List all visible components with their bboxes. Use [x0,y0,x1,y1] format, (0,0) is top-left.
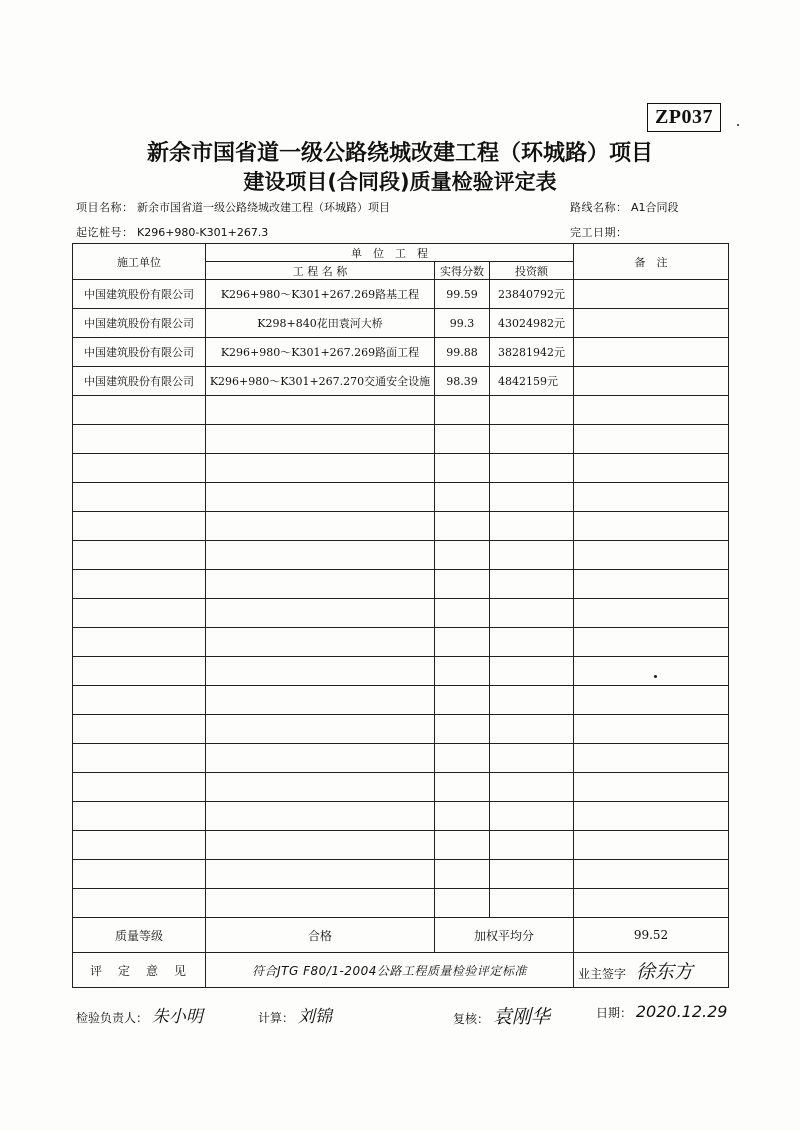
empty-row [73,396,729,425]
quality-grade-label: 质量等级 [73,918,206,953]
empty-cell [574,831,729,860]
owner-signature: 徐东方 [635,960,693,983]
project-name-cell: K298+840花田袁河大桥 [206,309,435,338]
date-label: 日期： [596,1006,633,1020]
empty-cell [574,744,729,773]
empty-cell [490,425,574,454]
route-name-value: A1合同段 [631,201,679,214]
empty-cell [206,512,435,541]
weighted-avg-label: 加权平均分 [435,918,574,953]
project-name-cell: K296+980～K301+267.269路面工程 [206,338,435,367]
investment-cell: 4842159元 [490,367,574,396]
empty-row [73,425,729,454]
station-label: 起讫桩号： [76,226,134,239]
station-value: K296+980-K301+267.3 [137,226,269,239]
empty-cell [435,831,490,860]
empty-cell [574,657,729,686]
project-name-cell: K296+980～K301+267.270交通安全设施 [206,367,435,396]
empty-cell [206,570,435,599]
empty-cell [574,570,729,599]
empty-cell [435,425,490,454]
station-row [76,224,268,240]
empty-row [73,454,729,483]
empty-cell [73,802,206,831]
contractor-cell: 中国建筑股份有限公司 [73,338,206,367]
empty-row [73,628,729,657]
weighted-avg-value: 99.52 [574,918,729,953]
quality-grade-value: 合格 [206,918,435,953]
empty-cell [435,802,490,831]
empty-cell [73,425,206,454]
empty-row [73,541,729,570]
date-value: 2020.12.29 [635,1002,728,1021]
empty-cell [206,483,435,512]
empty-cell [490,599,574,628]
empty-cell [435,599,490,628]
empty-cell [206,860,435,889]
completion-date-label: 完工日期： [570,226,628,239]
score-cell: 99.88 [435,338,490,367]
header-score: 实得分数 [435,262,490,280]
table-row [73,280,729,309]
empty-cell [490,773,574,802]
empty-cell [490,541,574,570]
empty-cell [574,715,729,744]
empty-cell [435,715,490,744]
empty-cell [206,802,435,831]
empty-cell [574,425,729,454]
date-row [596,1002,727,1021]
project-name-value: 新余市国省道一级公路绕城改建工程（环城路）项目 [137,201,390,214]
owner-sign-cell [574,953,729,988]
empty-row [73,860,729,889]
empty-cell [73,773,206,802]
empty-cell [574,628,729,657]
empty-cell [73,831,206,860]
header-remark: 备 注 [574,244,729,280]
empty-cell [490,454,574,483]
empty-row [73,570,729,599]
review-label: 复核： [453,1012,490,1026]
empty-row [73,802,729,831]
empty-cell [206,599,435,628]
calc-row [258,1002,332,1027]
empty-cell [574,483,729,512]
empty-cell [435,454,490,483]
investment-cell: 23840792元 [490,280,574,309]
evaluation-label: 评 定 意 见 [73,953,206,988]
empty-cell [73,396,206,425]
empty-row [73,831,729,860]
calc-signature: 刘锦 [297,1007,332,1027]
title-line-2: 建设项目(合同段)质量检验评定表 [243,170,557,194]
empty-cell [206,454,435,483]
empty-row [73,744,729,773]
empty-cell [206,425,435,454]
empty-row [73,657,729,686]
empty-cell [73,628,206,657]
empty-cell [73,599,206,628]
remark-cell [574,367,729,396]
empty-row [73,599,729,628]
empty-row [73,773,729,802]
inspector-signature: 朱小明 [151,1007,203,1027]
contractor-cell: 中国建筑股份有限公司 [73,367,206,396]
route-name-row [570,199,679,215]
project-name-cell: K296+980～K301+267.269路基工程 [206,280,435,309]
empty-cell [574,454,729,483]
empty-cell [73,541,206,570]
empty-cell [435,889,490,918]
score-cell: 98.39 [435,367,490,396]
empty-cell [435,744,490,773]
empty-cell [206,889,435,918]
empty-cell [490,860,574,889]
empty-cell [435,483,490,512]
empty-cell [435,628,490,657]
scan-speck [737,124,739,126]
empty-row [73,512,729,541]
investment-cell: 43024982元 [490,309,574,338]
empty-cell [435,396,490,425]
empty-cell [73,744,206,773]
empty-cell [574,773,729,802]
review-row [453,1002,550,1029]
empty-cell [490,686,574,715]
empty-cell [490,396,574,425]
empty-cell [435,657,490,686]
empty-row [73,686,729,715]
route-name-label: 路线名称： [570,201,628,214]
contractor-cell: 中国建筑股份有限公司 [73,280,206,309]
contractor-cell: 中国建筑股份有限公司 [73,309,206,338]
empty-cell [490,802,574,831]
empty-cell [73,570,206,599]
calc-label: 计算： [258,1011,295,1025]
empty-cell [435,512,490,541]
empty-cell [206,715,435,744]
empty-cell [490,512,574,541]
empty-cell [435,773,490,802]
empty-cell [73,889,206,918]
evaluation-table [72,243,729,988]
empty-cell [490,889,574,918]
score-cell: 99.3 [435,309,490,338]
empty-cell [435,686,490,715]
empty-cell [574,686,729,715]
header-contractor: 施工单位 [73,244,206,280]
empty-cell [206,657,435,686]
empty-cell [490,715,574,744]
empty-cell [490,744,574,773]
empty-cell [206,744,435,773]
header-unit-project: 单 位 工 程 [206,244,574,262]
empty-cell [574,889,729,918]
scan-speck [654,675,657,678]
owner-sign-label: 业主签字 [578,966,627,981]
empty-cell [73,715,206,744]
empty-cell [490,657,574,686]
empty-cell [435,860,490,889]
empty-cell [73,657,206,686]
empty-cell [206,831,435,860]
header-investment: 投资额 [490,262,574,280]
empty-cell [574,802,729,831]
empty-cell [73,860,206,889]
empty-row [73,889,729,918]
inspector-row [76,1002,203,1027]
empty-cell [206,773,435,802]
table-row [73,309,729,338]
review-signature: 袁刚华 [492,1006,550,1028]
title-line-1: 新余市国省道一级公路绕城改建工程（环城路）项目 [146,141,653,166]
empty-cell [206,396,435,425]
empty-cell [574,512,729,541]
empty-cell [73,686,206,715]
empty-cell [73,512,206,541]
empty-row [73,483,729,512]
empty-cell [490,628,574,657]
remark-cell [574,280,729,309]
empty-cell [435,541,490,570]
completion-date-row [570,224,628,240]
empty-cell [73,454,206,483]
remark-cell [574,338,729,367]
empty-cell [490,483,574,512]
document-code: ZP037 [647,103,721,132]
inspector-label: 检验负责人： [76,1011,149,1025]
investment-cell: 38281942元 [490,338,574,367]
remark-cell [574,309,729,338]
empty-row [73,715,729,744]
empty-cell [73,483,206,512]
header-project-name: 工 程 名 称 [206,262,435,280]
empty-cell [206,541,435,570]
project-name-label: 项目名称： [76,201,134,214]
empty-cell [206,686,435,715]
empty-cell [574,860,729,889]
empty-cell [490,831,574,860]
empty-cell [574,396,729,425]
evaluation-text: 符合JTG F80/1-2004公路工程质量检验评定标准 [206,953,574,988]
empty-cell [206,628,435,657]
empty-cell [490,570,574,599]
table-row [73,338,729,367]
empty-cell [574,541,729,570]
project-name-row [76,199,390,215]
table-row [73,367,729,396]
score-cell: 99.59 [435,280,490,309]
empty-cell [435,570,490,599]
empty-cell [574,599,729,628]
